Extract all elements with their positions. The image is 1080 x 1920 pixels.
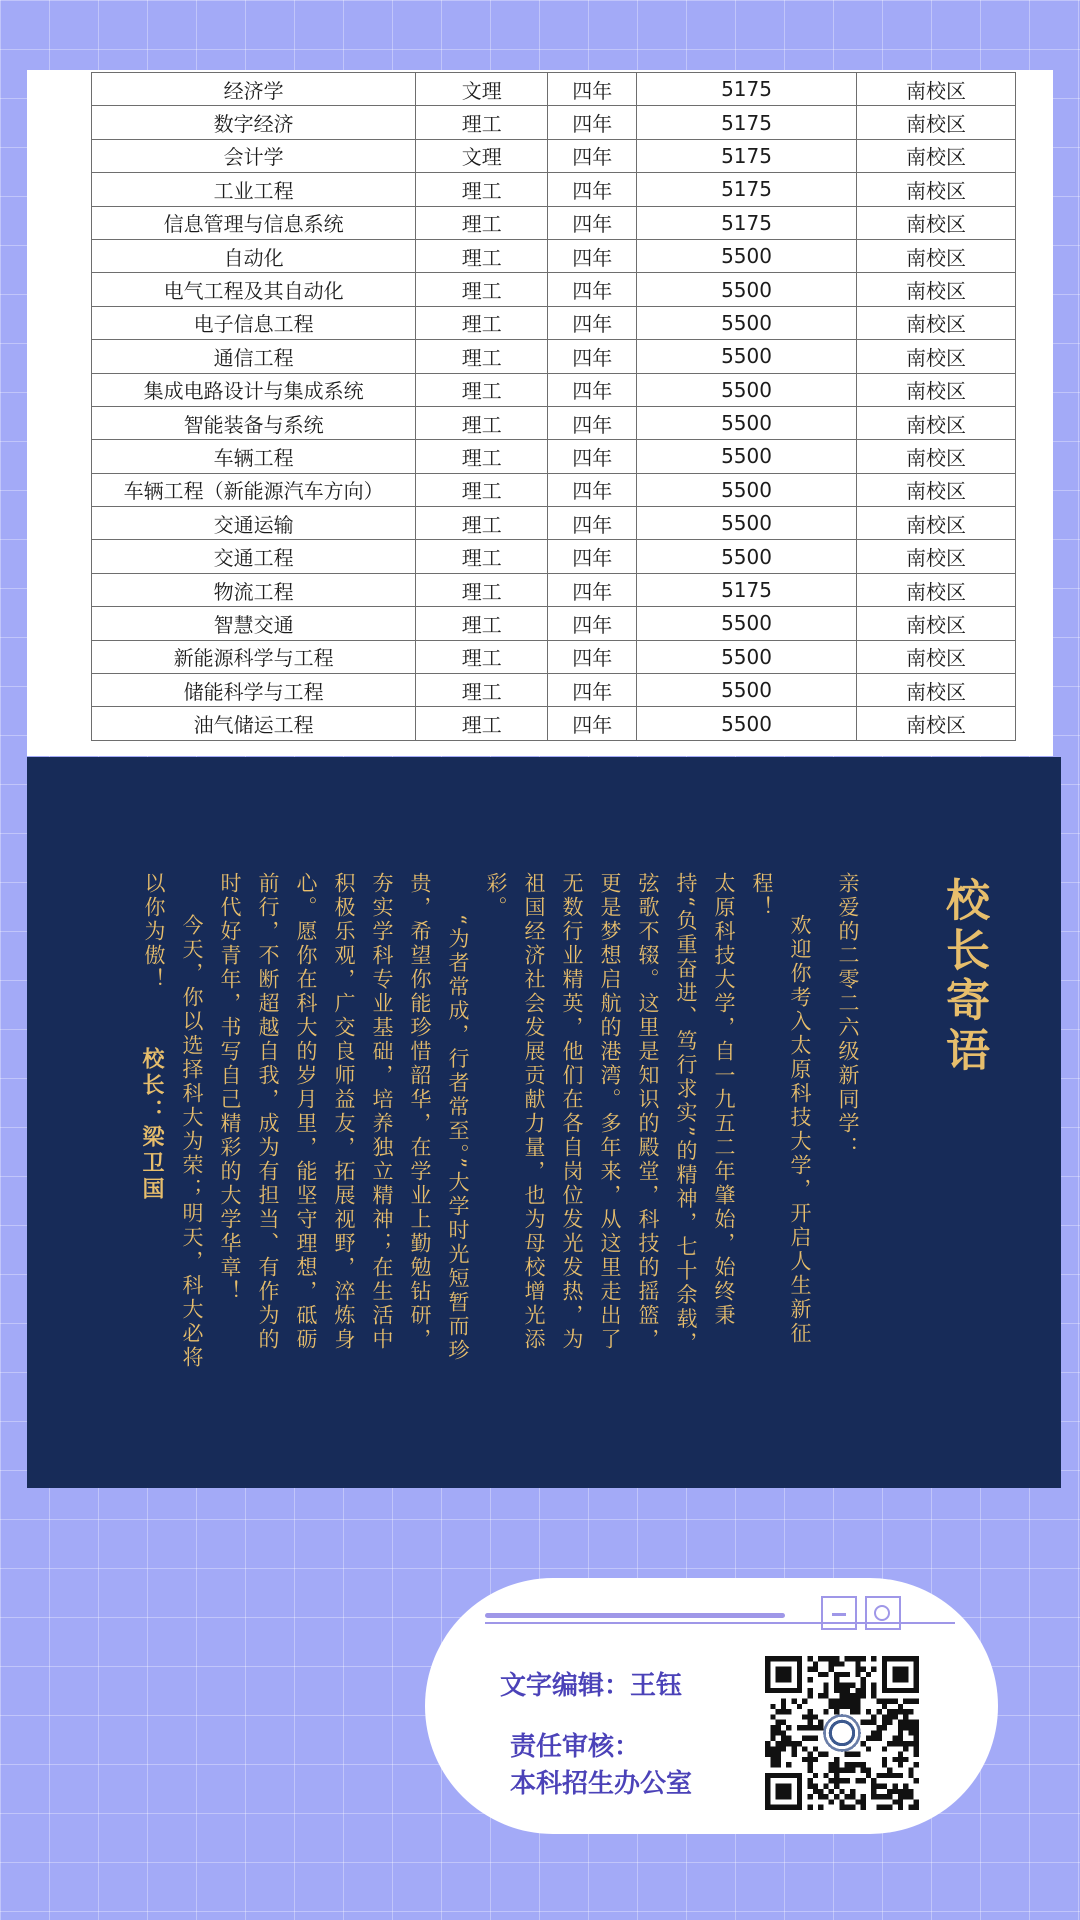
table-row	[92, 507, 1016, 540]
message-paragraph: 今天，你以选择科大为荣；明天，科大必将以你为傲！	[142, 872, 204, 1370]
cell-duration: 四年	[548, 540, 637, 573]
cell-duration: 四年	[548, 139, 637, 172]
cell-fee: 5500	[637, 607, 857, 640]
cell-category: 理工	[416, 507, 548, 540]
cell-campus: 南校区	[856, 607, 1015, 640]
table-row	[92, 540, 1016, 573]
credits-card	[425, 1578, 998, 1834]
cell-duration: 四年	[548, 106, 637, 139]
cell-fee: 5175	[637, 139, 857, 172]
cell-fee: 5500	[637, 273, 857, 306]
message-paragraph: 太原科技大学，自一九五二年肇始，始终秉持“负重奋进、笃行求实”的精神，七十余载，弦歌不辍。这里是知识的殿堂，科技的摇篮，更是梦想启航的港湾。多年来，从这里走出了无数行业精英，他们在各自岗位发光发热，为祖国经济社会发展贡献力量，也为母校增光添彩。	[484, 872, 736, 1356]
cell-fee: 5500	[637, 239, 857, 272]
cell-name: 交通运输	[92, 507, 416, 540]
cell-campus: 南校区	[856, 440, 1015, 473]
cell-name: 车辆工程（新能源汽车方向）	[92, 473, 416, 506]
table-row	[92, 173, 1016, 206]
cell-duration: 四年	[548, 607, 637, 640]
cell-duration: 四年	[548, 440, 637, 473]
editor-credit: 文字编辑：王钰	[500, 1671, 683, 1701]
reviewer-name: 本科招生办公室	[510, 1769, 693, 1799]
table-row	[92, 206, 1016, 239]
message-title: 校长寄语	[938, 877, 989, 1077]
cell-name: 通信工程	[92, 340, 416, 373]
minimize-icon	[821, 1596, 857, 1630]
message-greeting: 亲爱的二零二六级新同学：	[836, 872, 860, 1160]
cell-category: 理工	[416, 573, 548, 606]
cell-fee: 5175	[637, 106, 857, 139]
cell-category: 理工	[416, 707, 548, 740]
cell-category: 理工	[416, 340, 548, 373]
table-row	[92, 640, 1016, 673]
table-row	[92, 239, 1016, 272]
cell-campus: 南校区	[856, 674, 1015, 707]
cell-campus: 南校区	[856, 507, 1015, 540]
cell-name: 新能源科学与工程	[92, 640, 416, 673]
cell-duration: 四年	[548, 373, 637, 406]
circle-icon	[865, 1596, 901, 1630]
cell-campus: 南校区	[856, 540, 1015, 573]
message-paragraph: “为者常成，行者常至。”大学时光短暂而珍贵，希望你能珍惜韶华，在学业上勤勉钻研，夯实学科专业基础，培养独立精神；在生活中积极乐观，广交良师益友，拓展视野，淬炼身心。愿你在科大的岁月里，能坚守理想，砥砺前行，不断超越自我，成为有担当、有作为的时代好青年，书写自己精彩的大学华章！	[218, 872, 470, 1363]
cell-name: 储能科学与工程	[92, 674, 416, 707]
majors-table-card	[27, 70, 1053, 756]
cell-name: 智慧交通	[92, 607, 416, 640]
cell-name: 智能装备与系统	[92, 406, 416, 439]
cell-campus: 南校区	[856, 573, 1015, 606]
cell-fee: 5500	[637, 674, 857, 707]
cell-duration: 四年	[548, 273, 637, 306]
majors-table	[91, 72, 1016, 741]
cell-fee: 5175	[637, 173, 857, 206]
cell-fee: 5500	[637, 640, 857, 673]
cell-fee: 5175	[637, 206, 857, 239]
cell-name: 电子信息工程	[92, 306, 416, 339]
cell-category: 理工	[416, 640, 548, 673]
cell-name: 经济学	[92, 73, 416, 106]
cell-fee: 5500	[637, 473, 857, 506]
cell-duration: 四年	[548, 73, 637, 106]
cell-duration: 四年	[548, 707, 637, 740]
cell-name: 数字经济	[92, 106, 416, 139]
cell-fee: 5500	[637, 406, 857, 439]
cell-category: 理工	[416, 206, 548, 239]
cell-name: 交通工程	[92, 540, 416, 573]
cell-category: 理工	[416, 440, 548, 473]
table-row	[92, 306, 1016, 339]
cell-campus: 南校区	[856, 173, 1015, 206]
table-row	[92, 573, 1016, 606]
cell-duration: 四年	[548, 674, 637, 707]
table-row	[92, 273, 1016, 306]
cell-campus: 南校区	[856, 239, 1015, 272]
cell-name: 物流工程	[92, 573, 416, 606]
message-paragraph: 欢迎你考入太原科技大学，开启人生新征程！	[750, 872, 812, 1346]
cell-name: 信息管理与信息系统	[92, 206, 416, 239]
cell-campus: 南校区	[856, 306, 1015, 339]
cell-fee: 5500	[637, 540, 857, 573]
cell-category: 理工	[416, 473, 548, 506]
reviewer-label: 责任审核：	[510, 1732, 641, 1762]
table-row	[92, 406, 1016, 439]
cell-campus: 南校区	[856, 373, 1015, 406]
cell-fee: 5500	[637, 507, 857, 540]
cell-campus: 南校区	[856, 73, 1015, 106]
cell-category: 文理	[416, 139, 548, 172]
cell-name: 车辆工程	[92, 440, 416, 473]
qr-code-icon[interactable]	[765, 1656, 919, 1810]
cell-duration: 四年	[548, 173, 637, 206]
cell-fee: 5500	[637, 306, 857, 339]
cell-category: 文理	[416, 73, 548, 106]
cell-category: 理工	[416, 373, 548, 406]
cell-name: 电气工程及其自动化	[92, 273, 416, 306]
cell-category: 理工	[416, 239, 548, 272]
table-row	[92, 373, 1016, 406]
table-row	[92, 674, 1016, 707]
table-row	[92, 139, 1016, 172]
cell-campus: 南校区	[856, 139, 1015, 172]
scroll-track	[485, 1613, 785, 1618]
cell-campus: 南校区	[856, 707, 1015, 740]
cell-fee: 5500	[637, 440, 857, 473]
cell-fee: 5175	[637, 573, 857, 606]
cell-category: 理工	[416, 540, 548, 573]
cell-fee: 5500	[637, 373, 857, 406]
table-row	[92, 473, 1016, 506]
cell-campus: 南校区	[856, 206, 1015, 239]
cell-duration: 四年	[548, 206, 637, 239]
cell-name: 工业工程	[92, 173, 416, 206]
cell-name: 自动化	[92, 239, 416, 272]
cell-campus: 南校区	[856, 640, 1015, 673]
cell-campus: 南校区	[856, 473, 1015, 506]
decorative-scrollbar	[485, 1596, 955, 1624]
cell-duration: 四年	[548, 573, 637, 606]
cell-name: 会计学	[92, 139, 416, 172]
cell-category: 理工	[416, 607, 548, 640]
table-row	[92, 340, 1016, 373]
cell-campus: 南校区	[856, 273, 1015, 306]
cell-duration: 四年	[548, 340, 637, 373]
message-signature: 校长：梁卫国	[139, 1047, 165, 1203]
cell-duration: 四年	[548, 473, 637, 506]
cell-category: 理工	[416, 273, 548, 306]
cell-campus: 南校区	[856, 406, 1015, 439]
table-row	[92, 440, 1016, 473]
cell-campus: 南校区	[856, 340, 1015, 373]
cell-category: 理工	[416, 306, 548, 339]
cell-category: 理工	[416, 106, 548, 139]
table-row	[92, 607, 1016, 640]
cell-campus: 南校区	[856, 106, 1015, 139]
cell-duration: 四年	[548, 640, 637, 673]
cell-name: 集成电路设计与集成系统	[92, 373, 416, 406]
cell-duration: 四年	[548, 507, 637, 540]
table-row	[92, 73, 1016, 106]
cell-duration: 四年	[548, 306, 637, 339]
cell-duration: 四年	[548, 406, 637, 439]
cell-name: 油气储运工程	[92, 707, 416, 740]
cell-fee: 5500	[637, 340, 857, 373]
cell-fee: 5175	[637, 73, 857, 106]
table-row	[92, 106, 1016, 139]
cell-fee: 5500	[637, 707, 857, 740]
cell-duration: 四年	[548, 239, 637, 272]
cell-category: 理工	[416, 406, 548, 439]
cell-category: 理工	[416, 674, 548, 707]
president-message-panel	[27, 757, 1061, 1488]
table-row	[92, 707, 1016, 740]
cell-category: 理工	[416, 173, 548, 206]
